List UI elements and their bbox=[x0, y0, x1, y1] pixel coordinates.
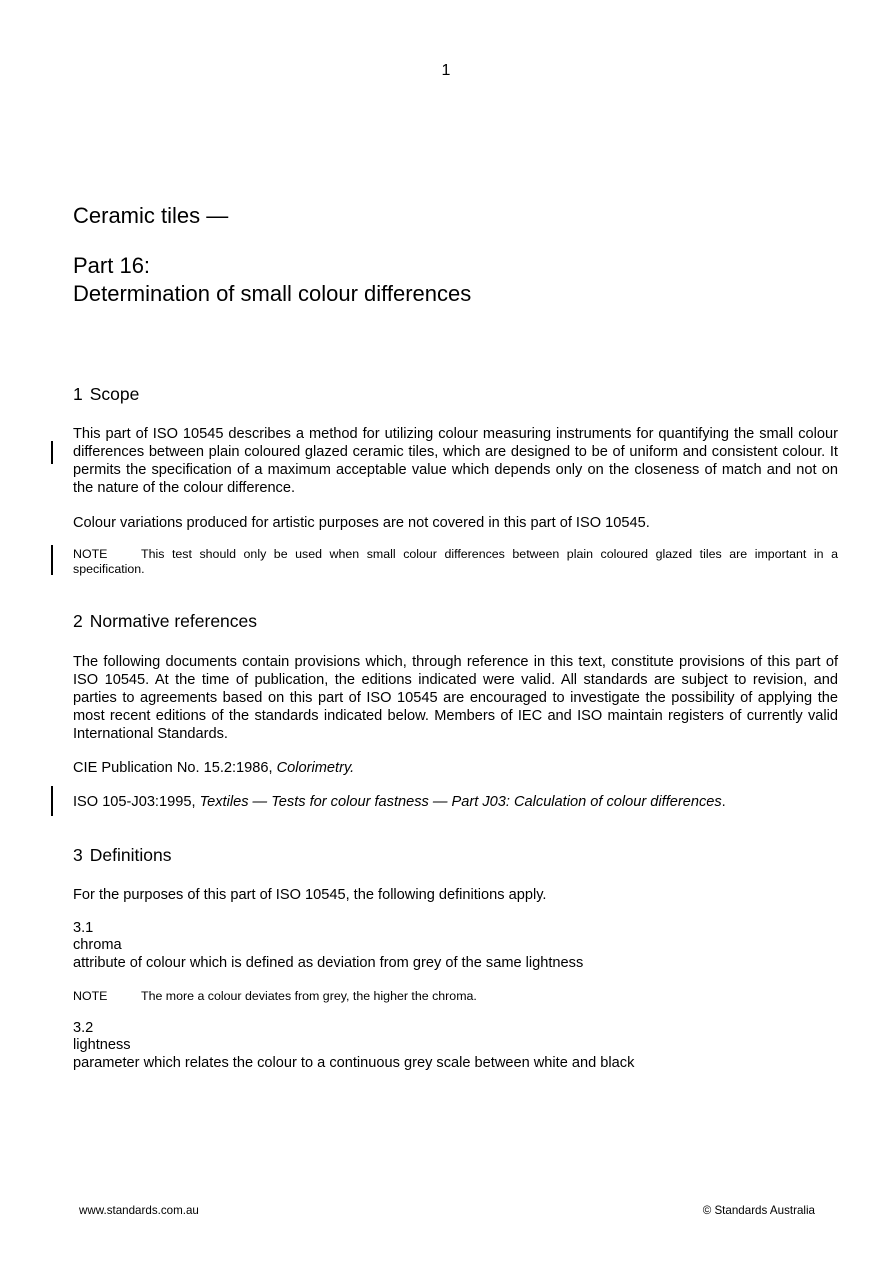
section-number: 2 bbox=[73, 611, 83, 631]
section-number: 1 bbox=[73, 384, 83, 404]
term-name: lightness bbox=[73, 1037, 131, 1053]
scope-note bbox=[73, 547, 838, 577]
change-bar bbox=[51, 545, 53, 575]
note-label: NOTE bbox=[73, 547, 108, 561]
section-heading-definitions bbox=[73, 845, 171, 866]
reference-title: Textiles — Tests for colour fastness — Part J03: Calculation of colour differences bbox=[199, 794, 722, 810]
definitions-intro: For the purposes of this part of ISO 10545, the following definitions apply. bbox=[73, 887, 547, 903]
section-title: Scope bbox=[89, 384, 140, 404]
section-title: Normative references bbox=[89, 611, 258, 631]
note-label: NOTE bbox=[73, 989, 108, 1003]
reference-iso-105 bbox=[73, 793, 838, 811]
change-bar bbox=[51, 441, 53, 464]
footer-copyright: © Standards Australia bbox=[702, 1204, 815, 1217]
reference-prefix: CIE Publication No. 15.2:1986, bbox=[73, 760, 277, 776]
reference-prefix: ISO 105-J03:1995, bbox=[73, 794, 200, 810]
note-text: This test should only be used when small colour differences between plain coloured glazed tiles are important in a specification. bbox=[73, 547, 838, 576]
document-title-line-1: Ceramic tiles — bbox=[73, 203, 229, 228]
term-name: chroma bbox=[73, 937, 122, 953]
change-bar bbox=[51, 786, 53, 816]
scope-paragraph-1: This part of ISO 10545 describes a method for utilizing colour measuring instruments for quantifying the small colour differences between plain coloured glazed ceramic tiles, which are designed to be of uniform and consistent colour. It permits the specification of a maximum acceptable value which depends only on the closeness of match and not on the nature of the colour difference. bbox=[73, 426, 838, 496]
reference-suffix: . bbox=[721, 794, 726, 810]
term-definition: attribute of colour which is defined as deviation from grey of the same lightness bbox=[73, 955, 584, 971]
term-number: 3.1 bbox=[73, 920, 94, 936]
term-definition: parameter which relates the colour to a continuous grey scale between white and black bbox=[73, 1055, 635, 1071]
reference-cie bbox=[73, 759, 838, 777]
document-title-line-3: Determination of small colour differences bbox=[73, 281, 472, 306]
section-heading-scope bbox=[73, 384, 139, 405]
document-title-line-2: Part 16: bbox=[73, 253, 151, 278]
note-text: The more a colour deviates from grey, the higher the chroma. bbox=[141, 989, 477, 1003]
footer-website: www.standards.com.au bbox=[79, 1204, 199, 1217]
definition-note bbox=[73, 989, 838, 1004]
term-number: 3.2 bbox=[73, 1020, 94, 1036]
section-title: Definitions bbox=[89, 845, 172, 865]
section-heading-normative-references bbox=[73, 611, 257, 632]
reference-title: Colorimetry. bbox=[276, 760, 355, 776]
normative-paragraph: The following documents contain provisions which, through reference in this text, constitute provisions of this part of ISO 10545. At the time of publication, the editions indicated were valid. All standards are subject to revision, and parties to agreements based on this part of ISO 10545 are encouraged to investigate the possibility of applying the most recent editions of the standards indicated below. Members of IEC and ISO maintain registers of currently valid International Standards. bbox=[73, 654, 838, 742]
scope-paragraph-2: Colour variations produced for artistic purposes are not covered in this part of ISO 10545. bbox=[73, 515, 650, 531]
page-number: 1 bbox=[441, 62, 451, 79]
section-number: 3 bbox=[73, 845, 83, 865]
